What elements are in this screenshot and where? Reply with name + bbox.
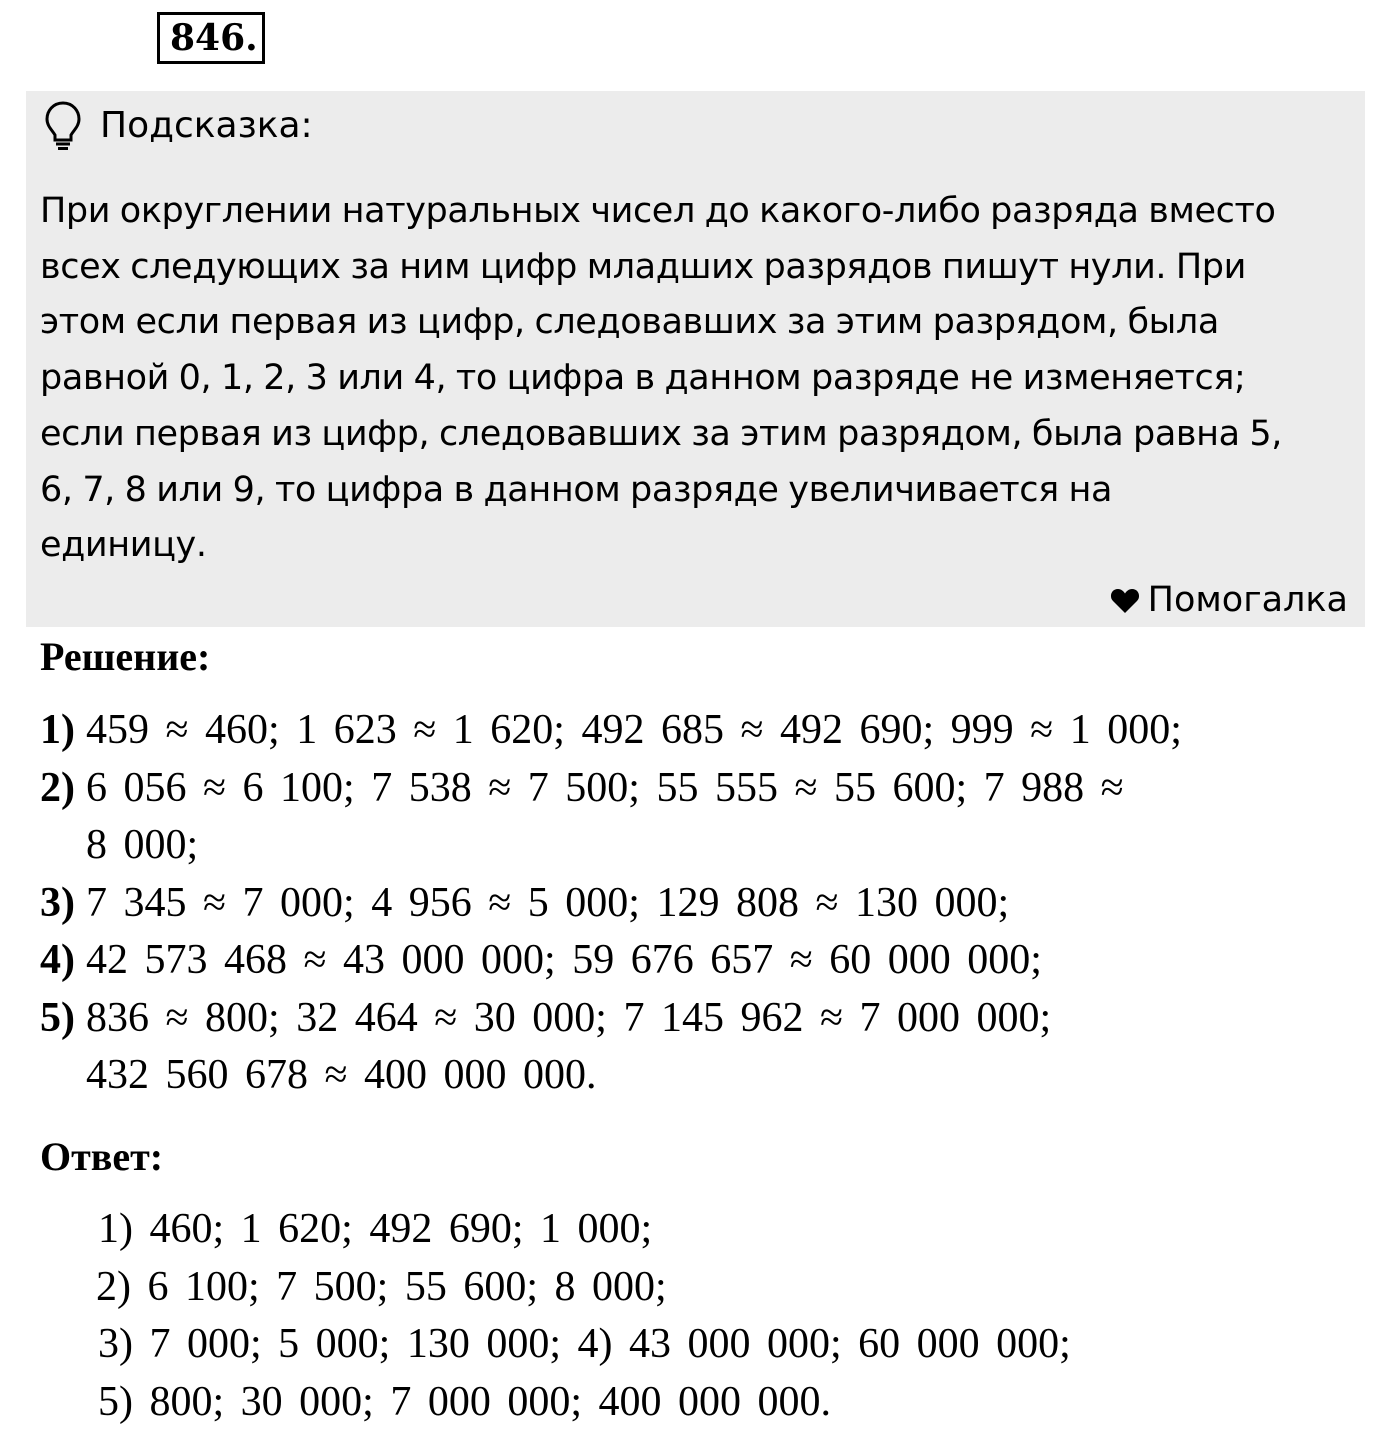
solution-row [40, 1047, 1370, 1105]
row-number: 5) [40, 994, 75, 1041]
hint-line: этом если первая из цифр, следовавших за этим разрядом, была [40, 302, 1219, 343]
hint-line: равной 0, 1, 2, 3 или 4, то цифра в данном разряде не изменяется; [40, 358, 1246, 399]
solution-row [40, 702, 1370, 760]
hint-line: всех следующих за ним цифр младших разрядов пишут нули. При [40, 246, 1246, 287]
lightbulb-icon [44, 100, 82, 152]
task-number: 846. [157, 12, 265, 64]
hint-text [40, 184, 1360, 574]
brand-signature [1110, 578, 1348, 622]
hint-title: Подсказка: [100, 105, 313, 146]
answer-title: Ответ: [40, 1134, 164, 1179]
heart-icon [1110, 587, 1140, 614]
hint-line: если первая из цифр, следовавших за этим разрядом, была равна 5, [40, 413, 1283, 454]
solution-title: Решение: [40, 634, 211, 679]
row-number: 2) [40, 764, 75, 811]
solution-row [40, 817, 1370, 875]
solution-block [40, 702, 1370, 1105]
row-number: 1) [40, 707, 75, 753]
hint-line: При округлении натуральных чисел до какого-либо разряда вместо [40, 191, 1276, 231]
row-number: 3) [40, 879, 75, 926]
row-text: 42 573 468 ≈ 43 000 000; 59 676 657 ≈ 60 000 000; [86, 937, 1042, 983]
solution-row [40, 990, 1370, 1048]
brand-label: Помогалка [1147, 580, 1348, 620]
answer-row: 5) 800; 30 000; 7 000 000; 400 000 000. [98, 1378, 831, 1425]
solution-row [40, 875, 1370, 933]
row-text: 7 345 ≈ 7 000; 4 956 ≈ 5 000; 129 808 ≈ 130 000; [86, 879, 1010, 926]
answer-row: 3) 7 000; 5 000; 130 000; 4) 43 000 000; 60 000 000; [98, 1321, 1071, 1367]
row-text: 836 ≈ 800; 32 464 ≈ 30 000; 7 145 962 ≈ 7 000 000; [86, 994, 1052, 1041]
hint-line: 6, 7, 8 или 9, то цифра в данном разряде увеличивается на [40, 469, 1113, 510]
answer-block [96, 1201, 1071, 1431]
solution-row [40, 932, 1370, 990]
solution-row [40, 760, 1370, 818]
row-text: 459 ≈ 460; 1 623 ≈ 1 620; 492 685 ≈ 492 690; 999 ≈ 1 000; [86, 707, 1182, 753]
row-number: 4) [40, 937, 75, 983]
answer-row: 1) 460; 1 620; 492 690; 1 000; [98, 1206, 653, 1252]
row-text: 432 560 678 ≈ 400 000 000. [86, 1052, 597, 1098]
row-text: 8 000; [86, 822, 199, 868]
hint-line: единицу. [40, 525, 207, 566]
answer-row: 2) 6 100; 7 500; 55 600; 8 000; [96, 1263, 667, 1310]
row-text: 6 056 ≈ 6 100; 7 538 ≈ 7 500; 55 555 ≈ 55 600; 7 988 ≈ [86, 764, 1124, 811]
